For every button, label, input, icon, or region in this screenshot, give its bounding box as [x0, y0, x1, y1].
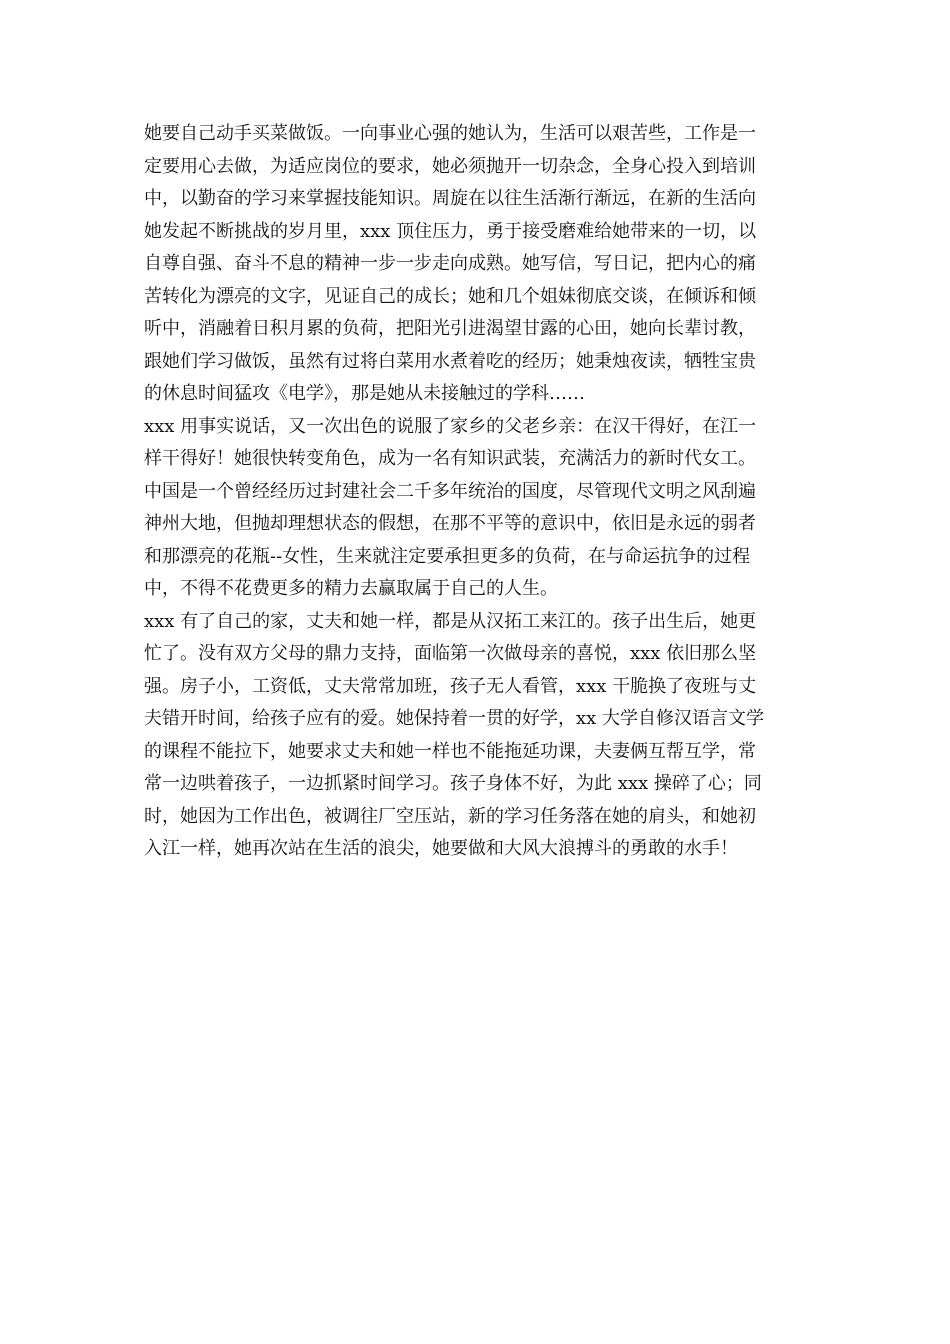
text-line: 跟她们学习做饭，虽然有过将白菜用水煮着吃的经历；她秉烛夜读，牺牲宝贵	[144, 350, 756, 372]
text-line: 的课程不能拉下，她要求丈夫和她一样也不能拖延功课，夫妻俩互帮互学，常	[144, 740, 756, 762]
text-line: 中，以勤奋的学习来掌握技能知识。周旋在以往生活渐行渐远，在新的生活向	[144, 188, 756, 209]
text-line: 苦转化为漂亮的文字，见证自己的成长；她和几个姐妹彻底交谈，在倾诉和倾	[144, 285, 756, 307]
text-line: 听中，消融着日积月累的负荷，把阳光引进渴望甘露的心田，她向长辈讨教，	[144, 318, 756, 339]
text-line: 入江一样，她再次站在生活的浪尖，她要做和大风大浪搏斗的勇敢的水手！	[144, 838, 738, 859]
text-line: 的休息时间猛攻《电学》，那是她从未接触过的学科……	[144, 383, 585, 404]
text-line: 神州大地，但抛却理想状态的假想，在那不平等的意识中，依旧是永远的弱者	[144, 513, 756, 534]
text-line: xxx 用事实说话，又一次出色的说服了家乡的父老乡亲：在汉干得好，在江一	[144, 415, 757, 437]
document-body	[144, 118, 804, 866]
text-line: 常一边哄着孩子，一边抓紧时间学习。孩子身体不好，为此 xxx 操碎了心；同	[144, 773, 762, 794]
text-line: 样干得好！她很快转变角色，成为一名有知识武装，充满活力的新时代女工。	[144, 448, 756, 469]
text-line: 强。房子小，工资低，丈夫常常加班，孩子无人看管，xxx 干脆换了夜班与丈	[144, 675, 757, 697]
text-line: 中国是一个曾经经历过封建社会二千多年统治的国度，尽管现代文明之风刮遍	[144, 480, 756, 502]
text-line: 忙了。没有双方父母的鼎力支持，面临第一次做母亲的喜悦，xxx 依旧那么坚	[144, 643, 757, 664]
text-line: 她发起不断挑战的岁月里，xxx 顶住压力，勇于接受磨难给她带来的一切，以	[144, 220, 757, 242]
text-line: xxx 有了自己的家，丈夫和她一样，都是从汉拓工来江的。孩子出生后，她更	[144, 610, 757, 632]
text-line: 自尊自强、奋斗不息的精神一步一步走向成熟。她写信，写日记，把内心的痛	[144, 253, 756, 274]
text-line: 时，她因为工作出色，被调往厂空压站，新的学习任务落在她的肩头，和她初	[144, 805, 756, 827]
text-line: 和那漂亮的花瓶--女性，生来就注定要承担更多的负荷，在与命运抗争的过程	[144, 545, 751, 567]
text-line: 中，不得不花费更多的精力去赢取属于自己的人生。	[144, 578, 558, 599]
paragraph-1	[144, 118, 804, 411]
text-line: 定要用心去做，为适应岗位的要求，她必须抛开一切杂念，全身心投入到培训	[144, 155, 756, 177]
text-line: 夫错开时间，给孩子应有的爱。她保持着一贯的好学，xx 大学自修汉语言文学	[144, 708, 765, 729]
text-line: 她要自己动手买菜做饭。一向事业心强的她认为，生活可以艰苦些，工作是一	[144, 123, 756, 144]
paragraph-2	[144, 411, 804, 606]
paragraph-3	[144, 606, 804, 866]
